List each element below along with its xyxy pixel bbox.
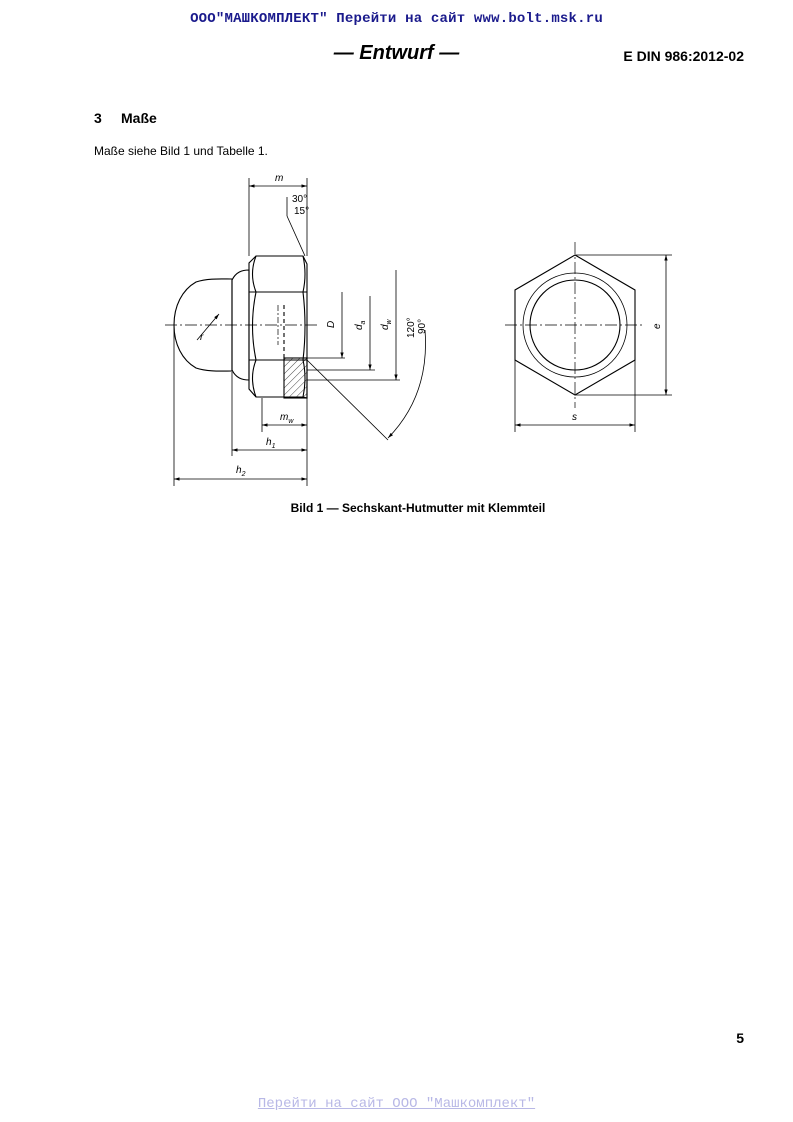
label-angle-30: 30°	[292, 194, 308, 205]
front-view	[505, 242, 672, 432]
label-angle-90: 90°	[417, 318, 428, 334]
section-title: Maße	[121, 110, 157, 126]
label-da-main: d	[354, 324, 365, 330]
label-angle-120: 120°	[406, 317, 417, 338]
label-mw	[280, 412, 294, 425]
label-s: s	[572, 412, 577, 423]
label-angle-15: 15°	[294, 206, 310, 217]
footer-site-link[interactable]: Перейти на сайт ООО "Машкомплект"	[257, 1096, 536, 1112]
dimension-lines	[174, 178, 426, 486]
label-e: e	[652, 323, 663, 329]
label-h1	[266, 437, 276, 450]
label-h2	[236, 465, 246, 478]
label-dw-main: d	[380, 324, 391, 330]
label-h1-main: h	[266, 437, 272, 448]
figure-caption: Bild 1 — Sechskant-Hutmutter mit Klemmteil	[290, 501, 546, 515]
label-mw-main: m	[280, 412, 289, 423]
label-h2-main: h	[236, 465, 242, 476]
page-number: 5	[736, 1030, 744, 1046]
label-mw-sub: w	[288, 418, 294, 425]
header-site-link[interactable]: ООО"МАШКОМПЛЕКТ" Перейти на сайт www.bolt.msk.ru	[190, 11, 603, 27]
label-dw	[380, 318, 393, 330]
label-r: r	[200, 332, 204, 343]
section-number: 3	[94, 110, 102, 126]
label-m: m	[275, 173, 284, 184]
label-D: D	[326, 320, 337, 328]
section-text: Maße siehe Bild 1 und Tabelle 1.	[94, 144, 268, 158]
document-number: E DIN 986:2012-02	[623, 48, 744, 64]
label-h1-sub: 1	[271, 443, 276, 450]
label-da-sub: a	[360, 320, 367, 325]
draft-status: — Entwurf —	[333, 42, 460, 64]
label-da	[354, 320, 367, 330]
side-view	[174, 256, 307, 398]
label-dw-sub: w	[386, 319, 393, 325]
label-h2-sub: 2	[241, 471, 246, 478]
